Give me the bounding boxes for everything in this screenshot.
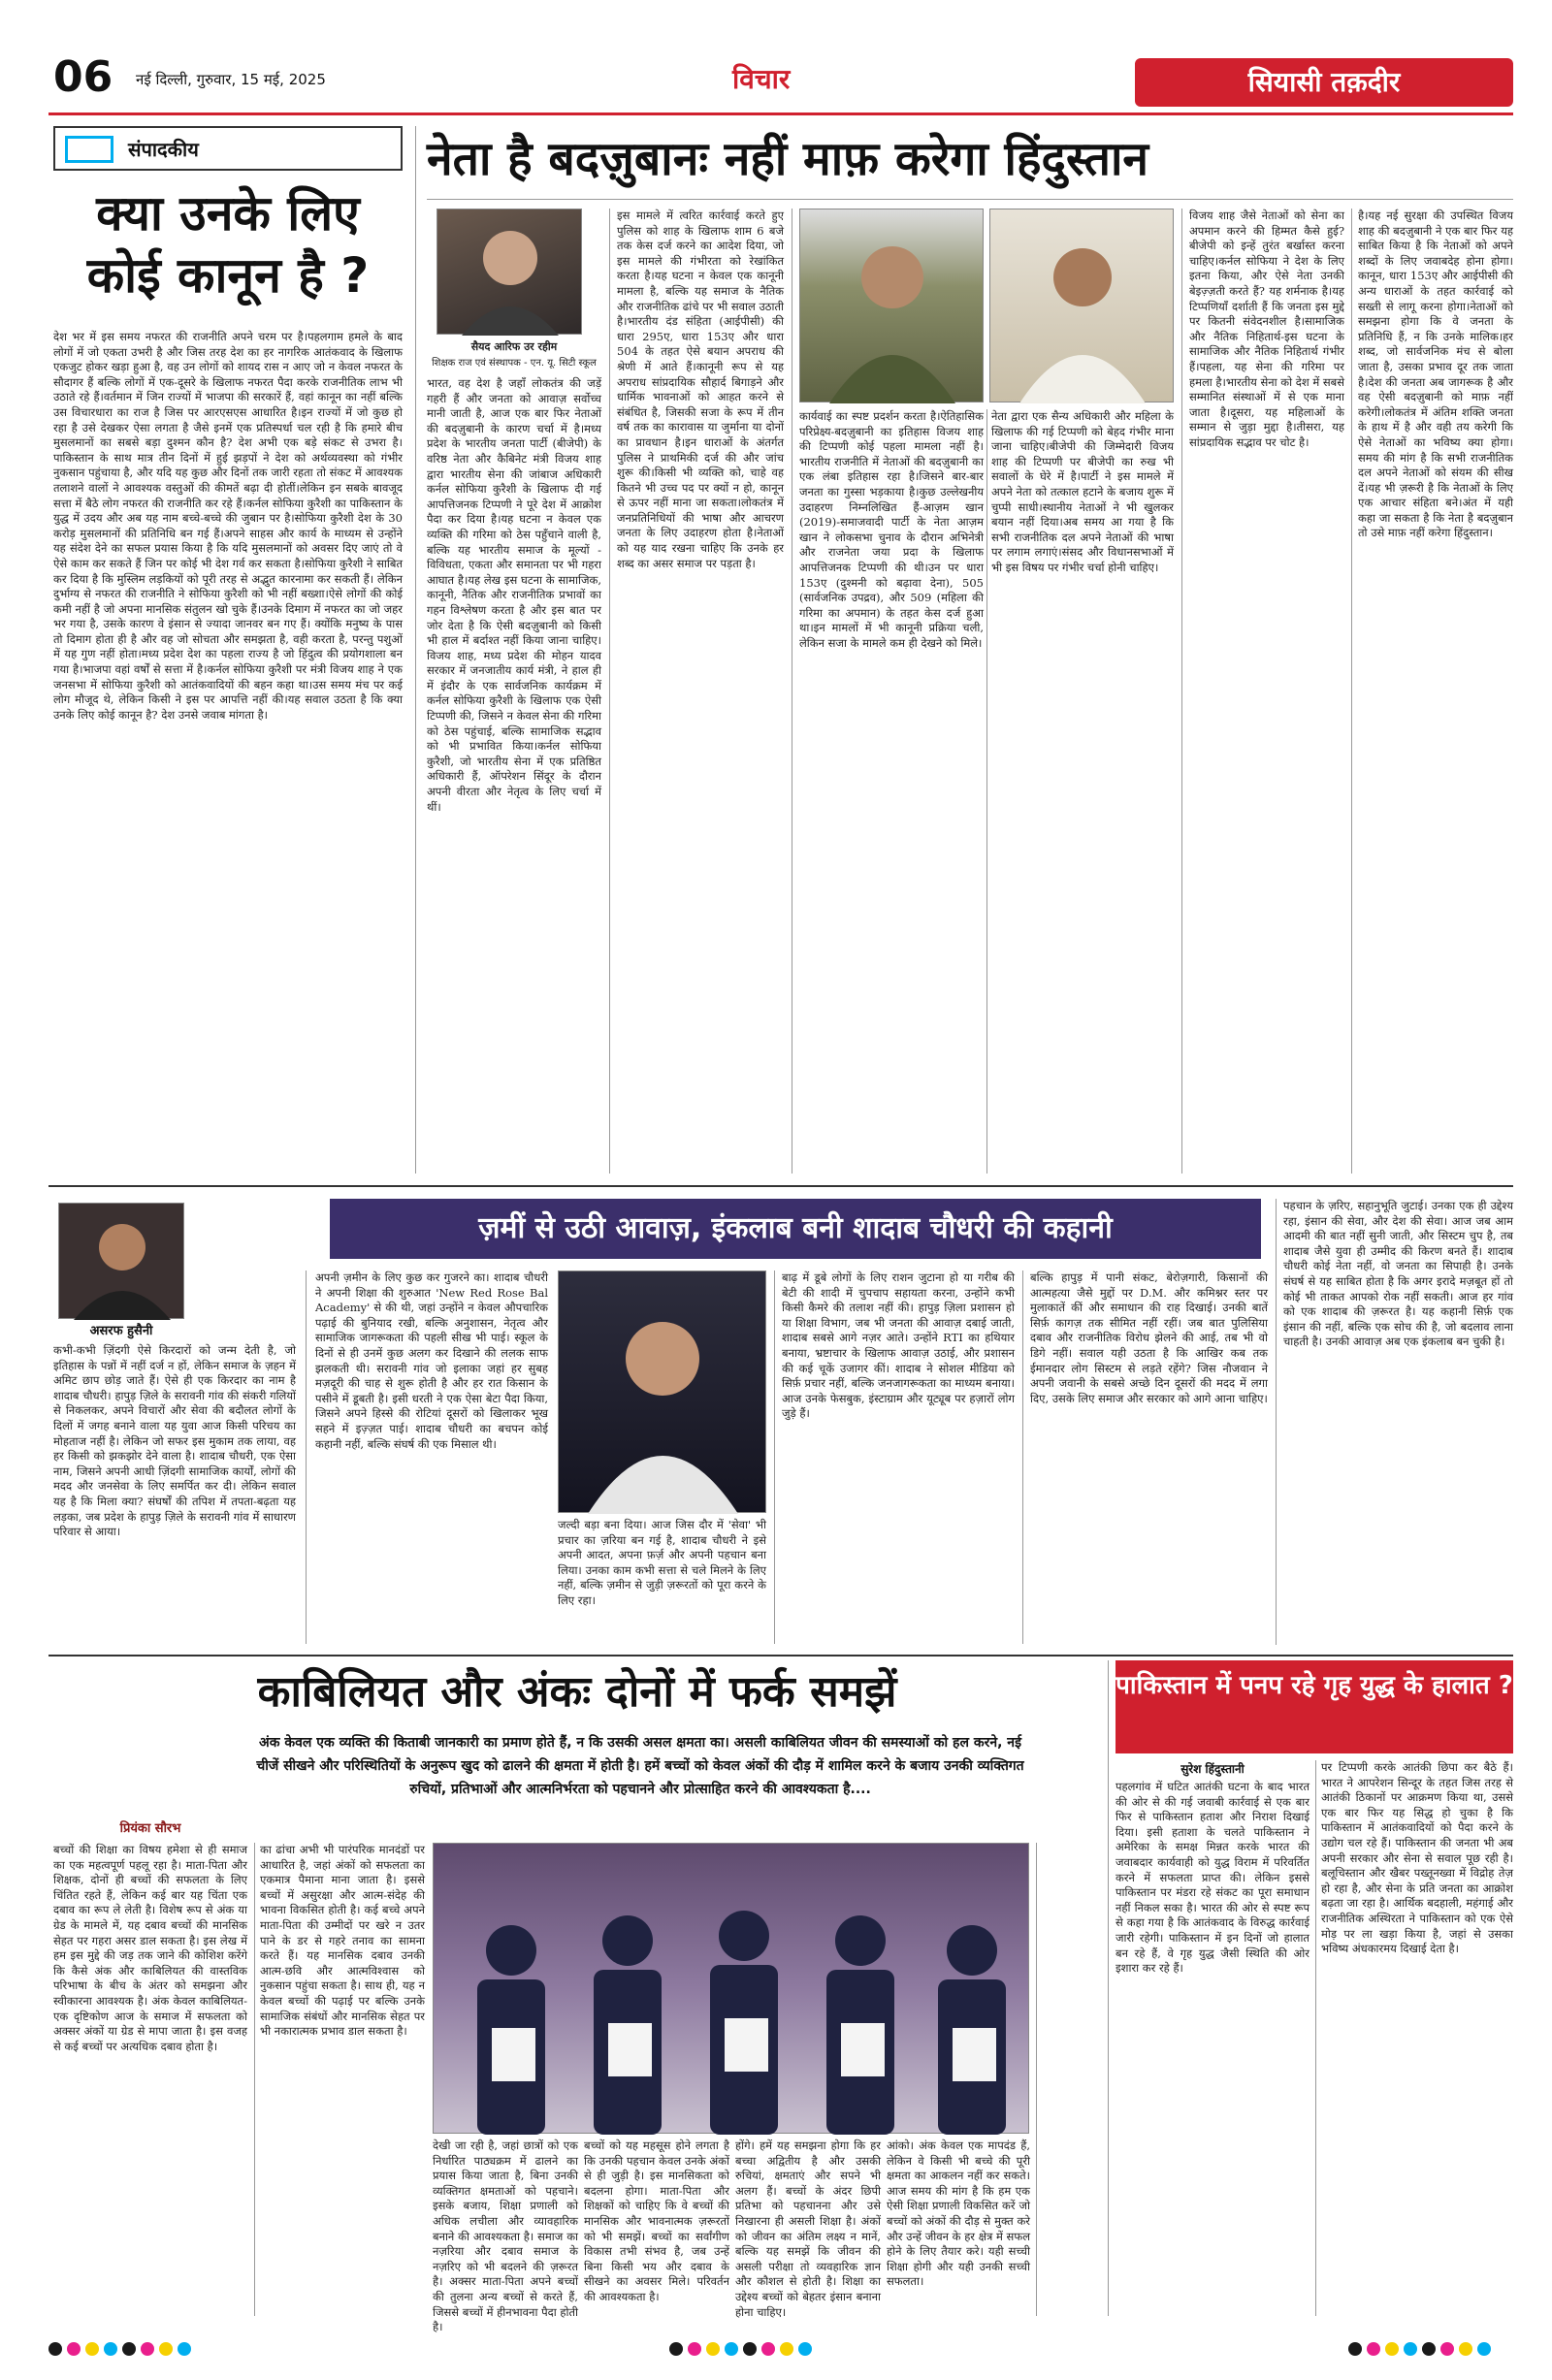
feature-col-2: अपनी ज़मीन के लिए कुछ कर गुजरने का। शादाब चौधरी ने अपनी शिक्षा की शुरुआत 'New Red Rose Bal Academy' से की थी, जहां उन्होंने न केवल औपचारिक पढ़ाई की बुनियाद रखी, बल्कि अनुशासन, नेतृत्व और सामाजिक जागरूकता की पहली सीख भी पाई। स्कूल के दिनों से ही उनमें कुछ अलग कर दिखाने की ललक साफ झलकती थी। सरावनी गांव जो इलाका जहां हर सुबह मज़दूरी की चाह से शुरू होती है और हर रात किसान के पसीने में डूबती है। इसी धरती ने एक ऐसा बेटा पैदा किया, जिसने अपने हिस्से की रोटियां दूसरों को खिलाकर भूख सहने में इज़्ज़त पाई। शादाब चौधरी का बचपन कोई कहानी नहीं, बल्कि संघर्ष की एक मिसाल थी।: [315, 1270, 548, 1451]
masthead-rule: [48, 113, 1513, 115]
author-subcaption: शिक्षक राज एवं संस्थापक - एन. यू. सिटी स्कूल: [432, 358, 597, 369]
lead-col-4: नेता द्वारा एक सैन्य अधिकारी और महिला के खिलाफ की गई टिप्पणी को बेहद गंभीर माना जाना चाहिए।बीजेपी की जिम्मेदारी विजय शाह की टिप्पणी पर बीजेपी का रुख भी सवालों के घेरे में है।पार्टी ने इस मामले में अपने नेता को तत्काल हटाने के बजाय शुरू में चुप्पी साधी।स्थानीय नेताओं ने भी खुलकर बयान नहीं दिया।अब समय आ गया है कि सभी राजनीतिक दल अपने नेताओं की भाषा पर लगाम लगाएं।संसद और विधानसभाओं में भी इस विषय पर गंभीर चर्चा होनी चाहिए।: [991, 409, 1174, 574]
pakistan-divider-2: [1315, 1760, 1316, 2316]
lead-divider-4: [1181, 209, 1182, 1174]
brand-box: [1135, 58, 1513, 107]
lead-headline: नेता है बदज़ुबानः नहीं माफ़ करेगा हिंदुस्तान: [427, 132, 1149, 186]
students-photo: [433, 1843, 1029, 2134]
registration-dot: [761, 2342, 775, 2356]
pakistan-col-1: पहलगांव में घटित आतंकी घटना के बाद भारत की ओर से की गई जवाबी कार्रवाई से एक बार फिर से पाकिस्तान हताश और निराश दिखाई दिया। इसी हताशा के चलते पाकिस्तान ने अमेरिका के समक्ष मिन्नत करके भारत की जवाबदार कार्यवाही को युद्ध विराम में परिवर्तित करने में सफलता प्राप्त की। लेकिन इससे पाकिस्तान पर मंडरा रहे संकट का पूरा समाधान नहीं निकल सका है। भारत की ओर से स्पष्ट रूप से कहा गया है कि आतंकवाद के विरुद्ध कार्रवाई जारी रहेगी। पाकिस्तान में इन दिनों जो हालात बन रहे हैं, वे गृह युद्ध जैसी स्थिति की ओर इशारा कर रहे हैं।: [1116, 1780, 1310, 1976]
lead-divider-5: [1351, 209, 1352, 1174]
lead-col-3: कार्यवाई का स्पष्ट प्रदर्शन करता है।ऐतिहासिक परिप्रेक्ष्य-बदज़ुबानी का इतिहास विजय शाह की टिप्पणी कोई पहला मामला नहीं है।भारतीय राजनीति में नेताओं की बदज़ुबानी का एक लंबा इतिहास रहा है।जिसने बार-बार जनता का गुस्सा भड़काया है।कुछ उल्लेखनीय उदाहरण निम्नलिखित हैं-आज़म खान (2019)-समाजवादी पार्टी के नेता आज़म खान ने लोकसभा चुनाव के दौरान अभिनेत्री और राजनेता जया प्रदा के खिलाफ आपत्तिजनक टिप्पणी की थी।उन पर धारा 153ए (दुश्मनी को बढ़ावा देना), 505 (सार्वजनिक उपद्रव), और 509 (महिला की गरिमा का अपमान) के तहत केस दर्ज हुआ था।इन मामलों में भी कानूनी प्रक्रिया चली, लेकिन सजा के मामले कम ही देखने को मिले।: [799, 409, 984, 650]
feature-col-4: बल्कि हापुड़ में पानी संकट, बेरोज़गारी, किसानों की आत्महत्या जैसे मुद्दों पर D.M. और कमिश्नर स्तर पर मुलाकातें कीं और समाधान की राह दिखाई। उनकी बातें सिर्फ़ कागज़ तक सीमित नहीं रहीं। जब बात पुलिसिया दबाव और राजनीतिक विरोध झेलने की आई, तब भी वो डिगे नहीं। सवाल यही उठता है कि आखिर कब तक ईमानदार लोग सिस्टम से लड़ते रहेंगे? जिस नौजवान ने अपनी जवानी के सबसे अच्छे दिन दूसरों की मदद में लगा दिए, उसके लिए समाज और सरकार को आगे आना चाहिए।: [1030, 1270, 1268, 1405]
education-col-5: होंगे। हमें यह समझना होगा कि हर बच्चा अद्वितीय है और उसकी रुचियां, क्षमताएं और सपने भी अलग हैं। बच्चों के अंदर छिपी प्रतिभा को पहचानना और उसे निखारना ही असली शिक्षा है। अंकों को जीवन का अंतिम लक्ष्य न मानें, बल्कि यह समझें कि जीवन की असली परीक्षा तो व्यवहारिक ज्ञान और कौशल से होती है। शिक्षा का उद्देश्य बच्चों को बेहतर इंसान बनाना होना चाहिए।: [735, 2139, 881, 2319]
education-col-6: आंको। अंक केवल एक मापदंड हैं, लेकिन वे किसी भी बच्चे की पूरी क्षमता का आकलन नहीं कर सकते। आज समय की मांग है कि हम एक ऐसी शिक्षा प्रणाली विकसित करें जो बच्चों को अंकों की दौड़ से मुक्त करे और उन्हें जीवन के हर क्षेत्र में सफल होने के लिए तैयार करे। यही सच्ची शिक्षा होगी और यही उनकी सच्ची सफलता।: [887, 2139, 1030, 2289]
lead-col-6: है।यह नई सुरक्षा की उपस्थित विजय शाह की बदज़ुबानी ने एक बार फिर यह साबित किया है कि नेताओं को अपने शब्दों के लिए जवाबदेह होना होगा।कानून, धारा 153ए और आईपीसी की अन्य धाराओं के तहत कार्रवाई को सख्ती से लागू करना होगा।नेताओं को समझना होगा कि वे जनता के प्रतिनिधि हैं, न कि उनके मालिक।हर शब्द, जो सार्वजनिक मंच से बोला जाता है, उसका प्रभाव दूर तक जाता है।देश की जनता अब जागरूक है और वह ऐसी बदज़ुबानी को माफ़ नहीं करेगी।लोकतंत्र में अंतिम शक्ति जनता के हाथ में है और वही तय करेगी कि ऐसे नेताओं का भविष्य क्या होगा।समय की मांग है कि सभी राजनीतिक दल अपने नेताओं को संयम की सीख दें।यह भी ज़रूरी है कि नेताओं के लिए एक आचार संहिता बने।अंत में यही कहा जा सकता है कि नेता है बदज़ुबान तो उसे माफ़ नहीं करेगा हिंदुस्तान।: [1358, 209, 1513, 540]
education-deck: अंक केवल एक व्यक्ति की किताबी जानकारी का प्रमाण होते हैं, न कि उसकी असल क्षमता का। असली काबिलियत जीवन की समस्याओं को हल करने, नई चीजें सीखने और परिस्थितियों के अनुरूप खुद को ढालने की क्षमता में होती है। हमें बच्चों को केवल अंकों की दौड़ में शामिल करने के बजाय उनकी व्यक्तिगत रुचियों, प्रतिभाओं और आत्मनिर्भरता को पहचानने और प्रोत्साहित करने की आवश्यकता है....: [256, 1735, 1024, 1797]
page-number: 06: [53, 52, 113, 102]
education-col-4: बच्चों को यह महसूस होने लगता है कि उनकी पहचान केवल उनके अंकों से ही जुड़ी है। इस मानसिकता को बदलना होगा। माता-पिता और शिक्षकों को चाहिए कि वे बच्चों की मानसिक और भावनात्मक ज़रूरतों को भी समझें। बच्चों का सर्वांगीण विकास तभी संभव है, जब उन्हें बिना किसी भय और दबाव के सीखने का अवसर मिले। परिवर्तन की आवश्यकता है।: [584, 2139, 729, 2303]
feature-author: असरफ हुसैनी: [89, 1324, 153, 1338]
registration-dot: [1385, 2342, 1399, 2356]
lead-rule: [427, 199, 1513, 200]
education-divider-1: [254, 1843, 255, 2316]
registration-dot: [48, 2342, 62, 2356]
registration-dot: [725, 2342, 738, 2356]
masthead: [0, 0, 1552, 114]
registration-dot: [104, 2342, 117, 2356]
editorial-tag: संपादकीय: [128, 138, 199, 161]
registration-dot: [780, 2342, 793, 2356]
pakistan-headline: पाकिस्तान में पनप रहे गृह युद्ध के हालात ?: [1116, 1671, 1513, 1700]
author-caption: सैयद आरिफ उर रहीम: [470, 340, 558, 353]
feature-photo: [558, 1270, 766, 1513]
registration-dot: [1348, 2342, 1362, 2356]
feature-divider-2: [774, 1270, 775, 1644]
registration-dot: [798, 2342, 812, 2356]
politician-icon: [990, 209, 1175, 403]
registration-dot: [1459, 2342, 1472, 2356]
editorial-tag-marker: [65, 136, 113, 163]
registration-dot: [1440, 2342, 1454, 2356]
education-col-3: देखी जा रही है, जहां छात्रों को एक निर्धारित पाठ्यक्रम में ढालने का प्रयास किया जाता है, बिना उनकी व्यक्तिगत क्षमताओं को पहचाने। इसके बजाय, शिक्षा प्रणाली को अधिक लचीला और व्यावहारिक बनाने की आवश्यकता है। समाज का नज़रिया और दबाव समाज के नज़रिए को भी बदलने की ज़रूरत है। अक्सर माता-पिता अपने बच्चों की तुलना अन्य बच्चों से करते हैं, जिससे बच्चों में हीनभावना पैदा होती है।: [433, 2139, 578, 2334]
education-author: प्रियंका सौरभ: [119, 1821, 181, 1836]
lead-col-5: विजय शाह जैसे नेताओं को सेना का अपमान करने की हिम्मत कैसे हुई? बीजेपी को इन्हें तुरंत बर्खास्त करना चाहिए।कर्नल सोफिया ने देश के लिए इतना किया, और ऐसे नेता उनकी बेइज़्ज़ती करते हैं? यह शर्मनाक है।यह टिप्पणियाँ दर्शाती हैं कि जनता इस मुद्दे पर कितनी संवेदनशील है।सामाजिक और नैतिक निहितार्थ-इस घटना के सामाजिक और नैतिक निहितार्थ गंभीर हैं।पहला, यह सेना की गरिमा पर हमला है।भारतीय सेना को देश में सबसे सम्मानित संस्थाओं में से एक माना जाता है।दूसरा, यह महिलाओं के सम्मान से जुड़ा मुद्दा है।तीसरा, यह सांप्रदायिक सद्भाव पर चोट है।: [1189, 209, 1344, 449]
brand-name: सियासी तक़दीर: [1247, 66, 1401, 98]
footer-dots-center: [669, 2341, 817, 2360]
registration-dot: [1367, 2342, 1380, 2356]
lead-divider-1: [609, 209, 610, 1174]
registration-dot: [706, 2342, 720, 2356]
registration-dot: [159, 2342, 173, 2356]
feature-col-1: कभी-कभी ज़िंदगी ऐसे किरदारों को जन्म देती है, जो इतिहास के पन्नों में नहीं दर्ज न हों, लेकिन समाज के ज़हन में अमिट छाप छोड़ जाते हैं। ऐसे ही एक किरदार का नाम है शादाब चौधरी। हापुड़ ज़िले के सरावनी गांव की संकरी गलियों से निकलकर, अपने विचारों और सेवा की बदौलत लोगों के दिलों में जगह बनाने वाला यह युवा आज किसी परिचय का मोहताज नहीं है। लेकिन जो सफर इस मुकाम तक लाया, वह हर किसी को झकझोर देने वाला है। शादाब चौधरी, एक ऐसा नाम, जिसने अपनी आधी ज़िंदगी सामाजिक कार्यों, लोगों की मदद और जनसेवा के लिए समर्पित कर दी। लेकिन सवाल यह है कि मिला क्या? संघर्षों की तपिश में तपता-बढ़ता यह लड़का, जब प्रदेश के हापुड़ ज़िले के सरावनी गांव में साधारण परिवार से आया।: [53, 1343, 296, 1539]
columnist-icon: [59, 1204, 185, 1320]
registration-dot: [178, 2342, 191, 2356]
feature-divider-3: [1022, 1270, 1023, 1644]
registration-dot: [1477, 2342, 1491, 2356]
section-rule-1: [48, 1185, 1513, 1187]
registration-dot: [67, 2342, 81, 2356]
registration-dot: [85, 2342, 99, 2356]
education-headline: काबिलियत और अंकः दोनों में फर्क समझें: [257, 1667, 897, 1717]
section-rule-2: [48, 1655, 1513, 1656]
pakistan-author: सुरेश हिंदुस्तानी: [1180, 1762, 1245, 1776]
pakistan-col-2: पर टिप्पणी करके आतंकी छिपा कर बैठे हैं। भारत ने आपरेशन सिन्दूर के तहत जिस तरह से आतंकी ठिकानों पर आक्रमण किया था, उससे एक बार फिर यह सिद्ध हो चुका है कि पाकिस्तान में आतंकवादियों को पैदा करने के उद्योग चल रहे हैं। पाकिस्तान की जनता भी अब अपनी सरकार और सेना से सवाल पूछ रही है। बलूचिस्तान और खैबर पख्तूनख्वा में विद्रोह तेज़ हो रहा है, और सेना के प्रति जनता का आक्रोश बढ़ता जा रहा है। आर्थिक बदहाली, महंगाई और राजनीतिक अस्थिरता ने पाकिस्तान को एक ऐसे मोड़ पर ला खड़ा किया है, जहां से उसका भविष्य अंधकारमय दिखाई देता है।: [1321, 1760, 1513, 1956]
lead-col-1: भारत, वह देश है जहाँ लोकतंत्र की जड़ें गहरी हैं और जनता को आवाज़ सर्वोच्च मानी जाती है, आज एक बार फिर नेताओं की बदज़ुबानी के कारण चर्चा में है।मध्य प्रदेश के भारतीय जनता पार्टी (बीजेपी) के वरिष्ठ नेता और कैबिनेट मंत्री विजय शाह द्वारा भारतीय सेना की जांबाज अधिकारी कर्नल सोफिया कुरैशी के खिलाफ दी गई आपत्तिजनक टिप्पणी ने पूरे देश में आक्रोश पैदा कर दिया है।यह घटना न केवल एक व्यक्ति की गरिमा को ठेस पहुँचाने वाली है, बल्कि यह भारतीय समाज के मूल्यों - विविधता, एकता और समानता पर भी गहरा आघात है।यह लेख इस घटना के सामाजिक, कानूनी, नैतिक और राजनीतिक प्रभावों का गहन विश्लेषण करता है और इस बात पर जोर देता है कि ऐसी बदज़ुबानी को किसी भी हाल में बर्दाश्त नहीं किया जाना चाहिए।विजय शाह, मध्य प्रदेश की मोहन यादव सरकार में जनजातीय कार्य मंत्री, ने हाल ही में इंदौर के एक सार्वजनिक कार्यक्रम में कर्नल सोफिया कुरैशी के खिलाफ एक ऐसी टिप्पणी की, जिसने न केवल सेना की गरिमा को ठेस पहुंचाई, बल्कि सामाजिक सद्भाव को भी प्रभावित किया।कर्नल सोफिया कुरैशी, जो भारतीय सेना में एक प्रतिष्ठित अधिकारी हैं, ऑपरेशन सिंदूर के दौरान अपनी वीरता और नेतृत्व के लिए चर्चा में थीं।: [427, 376, 601, 814]
registration-dot: [1422, 2342, 1436, 2356]
pakistan-divider: [1108, 1660, 1109, 2316]
pakistan-headline-box: [1116, 1660, 1513, 1753]
portrait-icon: [559, 1271, 767, 1514]
editorial-tag-box: [53, 126, 403, 171]
registration-dot: [141, 2342, 154, 2356]
registration-dot: [743, 2342, 757, 2356]
footer-dots-left: [48, 2341, 196, 2360]
education-col-2: का ढांचा अभी भी पारंपरिक मानदंडों पर आधारित है, जहां अंकों को सफलता का एकमात्र पैमाना माना जाता है। इससे बच्चों में असुरक्षा और आत्म-संदेह की भावना विकसित होती है। कई बच्चे अपने माता-पिता की उम्मीदों पर खरे न उतर पाने के डर से गहरे तनाव का सामना करते हैं। यह मानसिक दबाव उनकी आत्म-छवि और आत्मविश्वास को नुकसान पहुंचा सकता है। साथ ही, यह न केवल बच्चों की पढ़ाई पर बल्कि उनके सामाजिक संबंधों और मानसिक सेहत पर भी नकारात्मक प्रभाव डाल सकता है।: [260, 1843, 425, 2039]
editorial-body: देश भर में इस समय नफरत की राजनीति अपने चरम पर है।पहलगाम हमले के बाद लोगों में जो एकता उभरी है और जिस तरह देश का हर नागरिक आतंकवाद के खिलाफ एकजुट होकर खड़ा हुआ है, वह उन लोगों को शायद रास न आए जो न केवल नफरत के सौदागर हैं बल्कि लोगों में एक-दूसरे के खिलाफ नफरत पैदा करके राजनीतिक लाभ भी उठाते रहे हैं।वर्तमान में जिन राज्यों में भाजपा की सरकारें हैं, वहां कानून का नहीं बल्कि उस विचारधारा का राज है जिस पर आरएसएस आधारित है।इन राज्यों में जो कुछ हो रहा है उसे देखकर ऐसा लगता है जैसे इनमें एक प्रतिस्पर्धा चल रही है कि हमारे बीच मुसलमानों का सबसे बड़ा दुश्मन कौन है? देश अभी एक बड़े संकट से उभरा है।पाकिस्तान के साथ मात्र तीन दिनों में हुई झड़पों ने देश को अर्थव्यवस्था को गंभीर नुकसान पहुंचाया है, और यदि यह कुछ और दिनों तक जारी रहता तो संकट में आवश्यक तलाशने वालों ने आवश्यक वस्तुओं की कीमतें बढ़ा दी होतीं।लेकिन इन सबके बावजूद सत्ता में बैठे लोग नफरत की राजनीति कर रहे हैं।कर्नल सोफिया कुरैशी का पाकिस्तान के युद्ध में उदय और अब यह नाम बच्चे-बच्चे की जुबान पर है।सोफिया कुरैशी देश के 30 करोड़ मुसलमानों की प्रतिनिधि बन गई हैं।अपने साहस और कार्य के माध्यम से उन्होंने यह संदेश देने का सफल प्रयास किया है कि यदि मुसलमानों को अवसर दिए जाएं तो वे ऐसे काम कर सकते हैं जिन पर कोई भी देश गर्व कर सकता है।सोफिया कुरैशी ने साबित कर दिया है कि मुस्लिम लड़कियों को पूरी तरह से अद्भुत कारनामा कर सकती हैं। लेकिन दुर्भाग्य से नफरत की राजनीति ने सोफिया कुरैशी को भी नहीं बख्शा।ऐसे लोगों की कोई कमी नहीं है जो अपना मानसिक संतुलन खो चुके हैं।उनके दिमाग में नफरत का जो जहर भर गया है, उसके कारण वे इंसान से ज्यादा जानवर बन गए हैं। क्योंकि मनुष्य के पास तो दिमाग होता ही है और वह जो सोचता और समझता है, वही करता है, परन्तु पशुओं में यह गुण नहीं होता।मध्य प्रदेश देश का पहला राज्य है जो हिंदुत्व की प्रयोगशाला बन गया है।भाजपा वहां वर्षों से सत्ता में है।कर्नल सोफिया कुरैशी पर मंत्री विजय शाह ने एक जनसभा में सोफिया कुरैशी को आतंकवादियों की बहन कहा था।उस समय मंच पर कई लोग मौजूद थे, लेकिन किसी ने इस पर आपत्ति नहीं की।यह सवाल उठता है कि क्या उनके लिए कोई कानून है? देश उनसे जवाब मांगता है।: [53, 330, 403, 722]
officer-icon: [800, 209, 985, 403]
lead-divider-3: [986, 409, 987, 1174]
registration-dot: [1404, 2342, 1417, 2356]
registration-dot: [688, 2342, 701, 2356]
feature-col-3: बाढ़ में डूबे लोगों के लिए राशन जुटाना हो या गरीब की बेटी की शादी में चुपचाप सहायता करना, उन्होंने कभी किसी कैमरे की तलाश नहीं की। हापुड़ ज़िला प्रशासन हो या शिक्षा विभाग, जब भी जनता की आवाज़ दबाई जाती, शादाब सबसे आगे नज़र आते। उन्होंने RTI का हथियार बनाया, भ्रष्टाचार के खिलाफ आवाज़ उठाई, और प्रशासन की कई चूकें उजागर कीं। शादाब ने सोशल मीडिया को सिर्फ़ प्रचार नहीं, बल्कि जनजागरूकता का माध्यम बनाया। आज उनके फेसबुक, इंस्टाग्राम और यूट्यूब पर हज़ारों लोग जुड़े हैं।: [782, 1270, 1015, 1421]
education-divider-2: [1036, 1843, 1037, 2316]
person-icon: [437, 209, 583, 336]
lead-col-2: इस मामले में त्वरित कार्रवाई करते हुए पुलिस को शाह के खिलाफ शाम 6 बजे तक केस दर्ज करने का आदेश दिया, जो इस मामले की गंभीरता को रेखांकित करता है।यह घटना न केवल एक कानूनी मामला है, बल्कि यह समाज के नैतिक और राजनीतिक ढांचे पर भी सवाल उठाती है।भारतीय दंड संहिता (आईपीसी) की धारा 295ए, धारा 153ए और धारा 504 के तहत ऐसे बयान अपराध की श्रेणी में आते हैं।कानूनी रूप से यह अपराध सांप्रदायिक सौहार्द बिगाड़ने और धार्मिक भावनाओं को आहत करने से संबंधित है, जिसकी सजा के रूप में तीन वर्ष तक का कारावास या जुर्माना या दोनों का प्रावधान है।इन धाराओं के अंतर्गत पुलिस ने प्राथमिकी दर्ज की और जांच शुरू की।किसी भी व्यक्ति को, चाहे वह कितने भी उच्च पद पर क्यों न हो, कानून से ऊपर नहीं माना जा सकता।लोकतंत्र में जनप्रतिनिधियों की भाषा और आचरण जनता के लिए उदाहरण होता है।नेताओं को यह याद रखना चाहिए कि उनके हर शब्द का असर समाज पर पड़ता है।: [617, 209, 784, 570]
feature-headline-box: [330, 1199, 1261, 1259]
feature-divider-4: [1276, 1199, 1277, 1645]
feature-photo-text: जल्दी बड़ा बना दिया। आज जिस दौर में 'सेवा' भी प्रचार का ज़रिया बन गई है, शादाब चौधरी ने इसे अपनी आदत, अपना फ़र्ज़ और अपनी पहचान बना लिया। उनका काम कभी सत्ता से चले मिलने के लिए नहीं, बल्कि ज़मीन से जुड़ी ज़रूरतों को पूरा करने के लिए रहा।: [558, 1518, 766, 1607]
footer-dots-right: [1348, 2341, 1496, 2360]
footer-color-bar: [48, 2337, 1513, 2361]
registration-dot: [122, 2342, 136, 2356]
leader-photo: [989, 209, 1174, 402]
feature-divider-1: [306, 1270, 307, 1644]
editorial-headline: क्या उनके लिए कोई कानून है ?: [86, 185, 370, 304]
editorial-divider: [415, 126, 416, 1174]
feature-headline: ज़मीं से उठी आवाज़, इंकलाब बनी शादाब चौधरी की कहानी: [478, 1211, 1113, 1245]
feature-col-5: पहचान के ज़रिए, सहानुभूति जुटाई। उनका एक ही उद्देश्य रहा, इंसान की सेवा, और देश की सेवा। आज जब आम आदमी की बात नहीं सुनी जाती, और सिस्टम चुप है, तब शादाब जैसे युवा ही उम्मीद की किरण बनते हैं। शादाब चौधरी कोई नेता नहीं, वो जनता का सिपाही है। उनके संघर्ष से यह साबित होता है कि अगर इरादे मज़बूत हों तो कोई भी ताकत आपको रोक नहीं सकती। आज हर गांव को एक शादाब की ज़रूरत है। यह कहानी सिर्फ़ एक इंसान की नहीं, बल्कि एक सोच की है, जो बदलाव लाना चाहती है। उनकी आवाज़ अब एक इंकलाब बन चुकी है।: [1283, 1199, 1513, 1349]
students-group-icon: [434, 1844, 1030, 2135]
education-col-1: बच्चों की शिक्षा का विषय हमेशा से ही समाज का एक महत्वपूर्ण पहलू रहा है। माता-पिता और शिक्षक, दोनों ही बच्चों की सफलता के लिए चिंतित रहते हैं, लेकिन कई बार यह चिंता एक दबाव का रूप ले लेती है। विशेष रूप से अंक या ग्रेड के मामले में, यह दबाव बच्चों की मानसिक सेहत पर गहरा असर डाल सकता है। इस लेख में हम इस मुद्दे की जड़ तक जाने की कोशिश करेंगे कि कैसे अंक और काबिलियत की वास्तविक परिभाषा के बीच के अंतर को समझना और स्वीकारना आवश्यक है। अंक केवल काबिलियत-एक दृष्टिकोण आज के समाज में सफलता को अक्सर अंकों या ग्रेड से मापा जाता है। इस वजह से कई बच्चों पर अत्यधिक दबाव होता है।: [53, 1843, 247, 2053]
officer-photo: [799, 209, 984, 402]
registration-dot: [669, 2342, 683, 2356]
author-photo: [436, 209, 582, 335]
date-line: नई दिल्ली, गुरुवार, 15 मई, 2025: [136, 71, 326, 88]
section-label: विचार: [732, 63, 791, 95]
columnist-photo: [58, 1203, 184, 1319]
